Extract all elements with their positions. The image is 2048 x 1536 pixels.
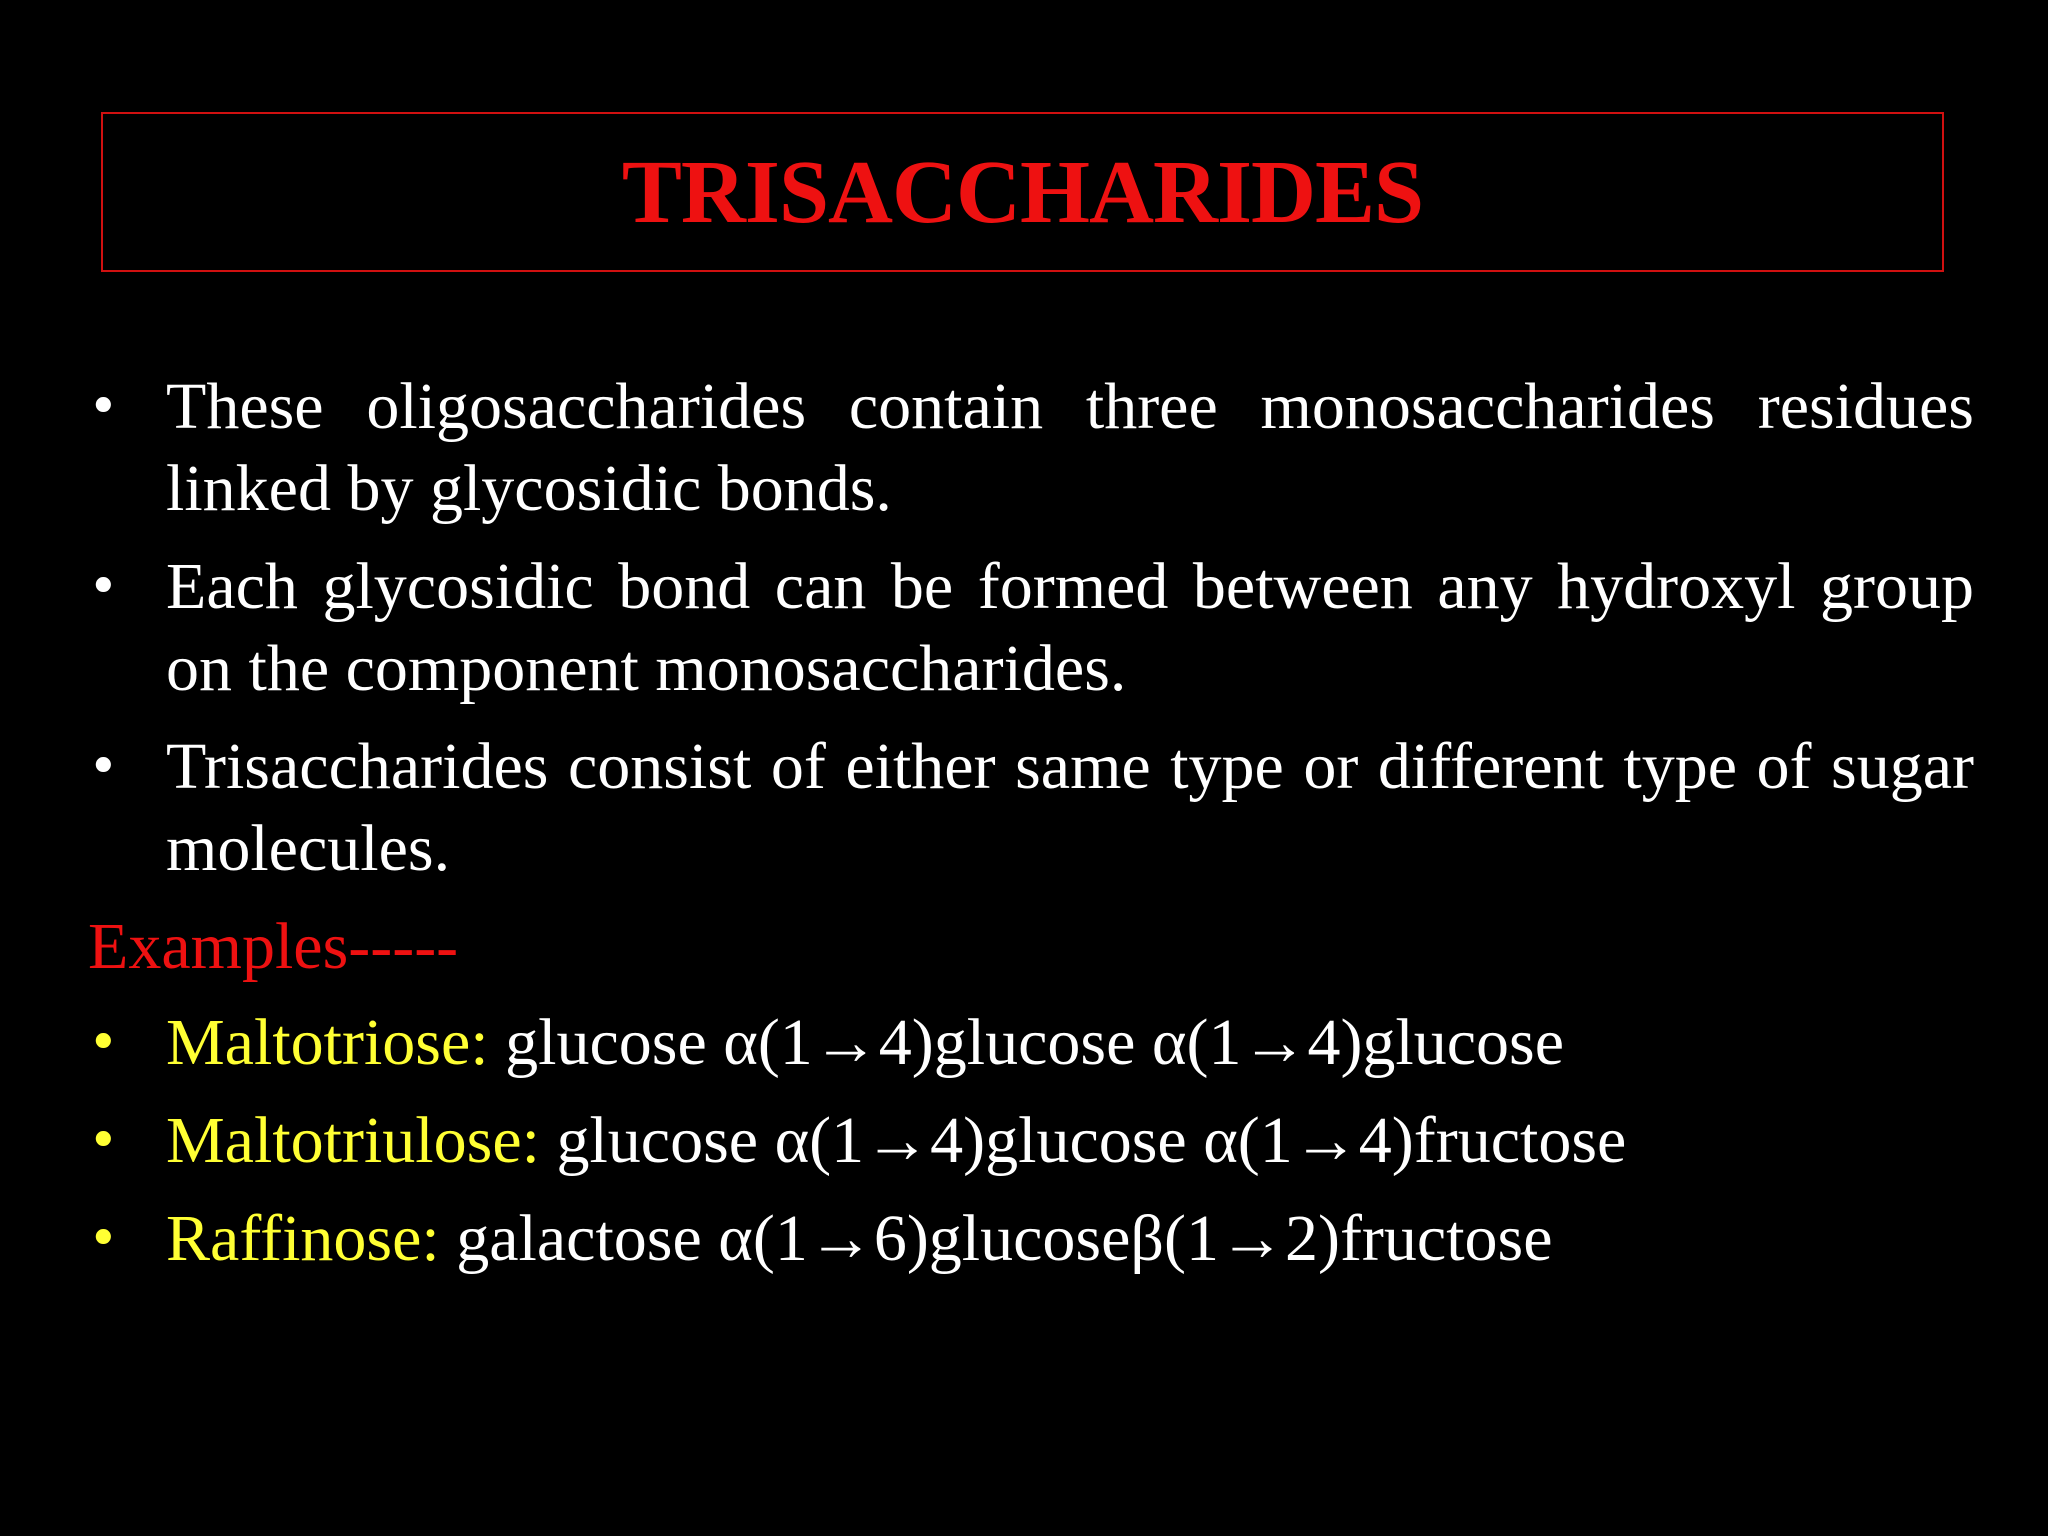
bullet-item [88,366,1974,530]
example-formula: galactose α(1→6)glucoseβ(1→2)fructose [439,1202,1553,1275]
bullet-text: Trisaccharides consist of either same type or different type of sugar molecules. [166,730,1974,885]
example-formula: glucose α(1→4)glucose α(1→4)fructose [539,1104,1627,1177]
slide-content [88,366,1974,1296]
bullet-list [88,366,1974,890]
example-item [88,1002,1974,1084]
bullet-marker: • [88,557,119,617]
bullet-marker: • [88,1209,119,1269]
bullet-item [88,726,1974,890]
slide-title: TRISACCHARIDES [621,142,1424,242]
example-item [88,1198,1974,1280]
example-item [88,1100,1974,1182]
bullet-text: These oligosaccharides contain three monosaccharides residues linked by glycosidic bonds. [166,370,1974,525]
examples-list [88,1002,1974,1280]
bullet-marker: • [88,1111,119,1171]
example-name: Raffinose: [166,1202,440,1275]
bullet-item [88,546,1974,710]
bullet-marker: • [88,737,119,797]
bullet-text: Each glycosidic bond can be formed between any hydroxyl group on the component monosaccharides. [166,550,1974,705]
bullet-marker: • [88,377,119,437]
example-name: Maltotriose: [166,1006,489,1079]
title-box [101,112,1944,272]
example-name: Maltotriulose: [166,1104,540,1177]
example-formula: glucose α(1→4)glucose α(1→4)glucose [488,1006,1565,1079]
examples-heading: Examples----- [88,910,459,983]
bullet-marker: • [88,1013,119,1073]
